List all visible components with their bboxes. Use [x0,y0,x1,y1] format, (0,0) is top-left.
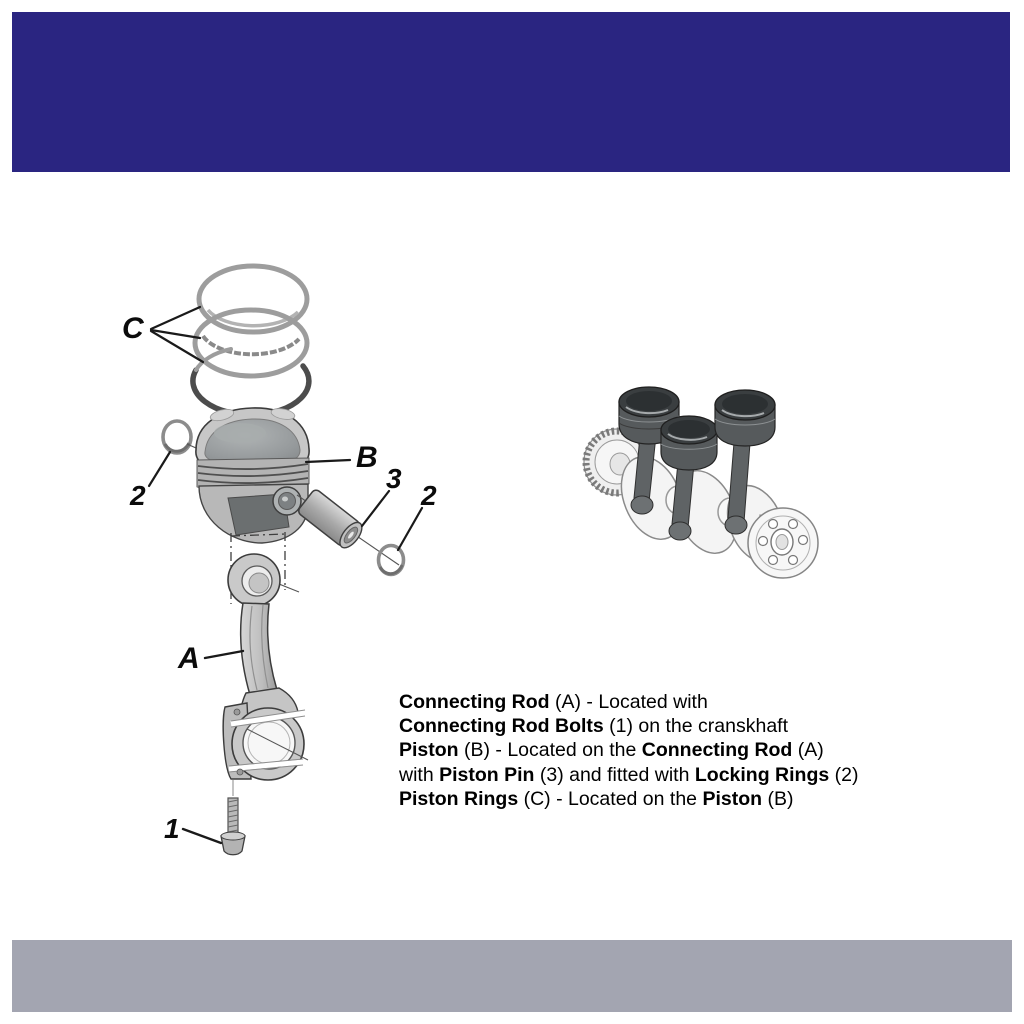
description-line: with Piston Pin (3) and fitted with Locking Rings (2) [399,763,859,786]
description-block [399,690,899,811]
pin-leader-line [362,491,389,526]
description-line: Piston Rings (C) - Located on the Piston (B) [399,787,794,810]
lockring-right-leader-line [398,508,422,550]
lockring-right-label: 2 [421,480,437,511]
exploded-view-illustration [122,266,437,855]
description-line: Piston (B) - Located on the Connecting Rod (A) [399,739,824,762]
rod-label: A [178,642,200,675]
piston-leader-line [306,460,350,462]
description-line: Connecting Rod Bolts (1) on the cranskhaft [399,715,788,738]
assembly-illustration [584,387,818,578]
piston-pin-drawing [297,488,366,551]
piston-label: B [356,441,378,474]
rings-label: C [122,312,144,345]
rod-bolt-drawing [221,780,245,855]
rod-leader-line [205,651,243,658]
description-line: Connecting Rod (A) - Located with [399,691,708,713]
piston-drawing [196,407,309,543]
bolt-leader-line [183,829,221,843]
piston-rings-drawing [193,266,309,415]
bolt-label: 1 [164,813,180,844]
lockring-left-leader-line [149,452,170,486]
pin-label: 3 [386,463,402,494]
crank-flange-drawing [748,508,818,578]
connecting-rod-drawing [223,554,308,780]
lockring-left-label: 2 [130,480,146,511]
